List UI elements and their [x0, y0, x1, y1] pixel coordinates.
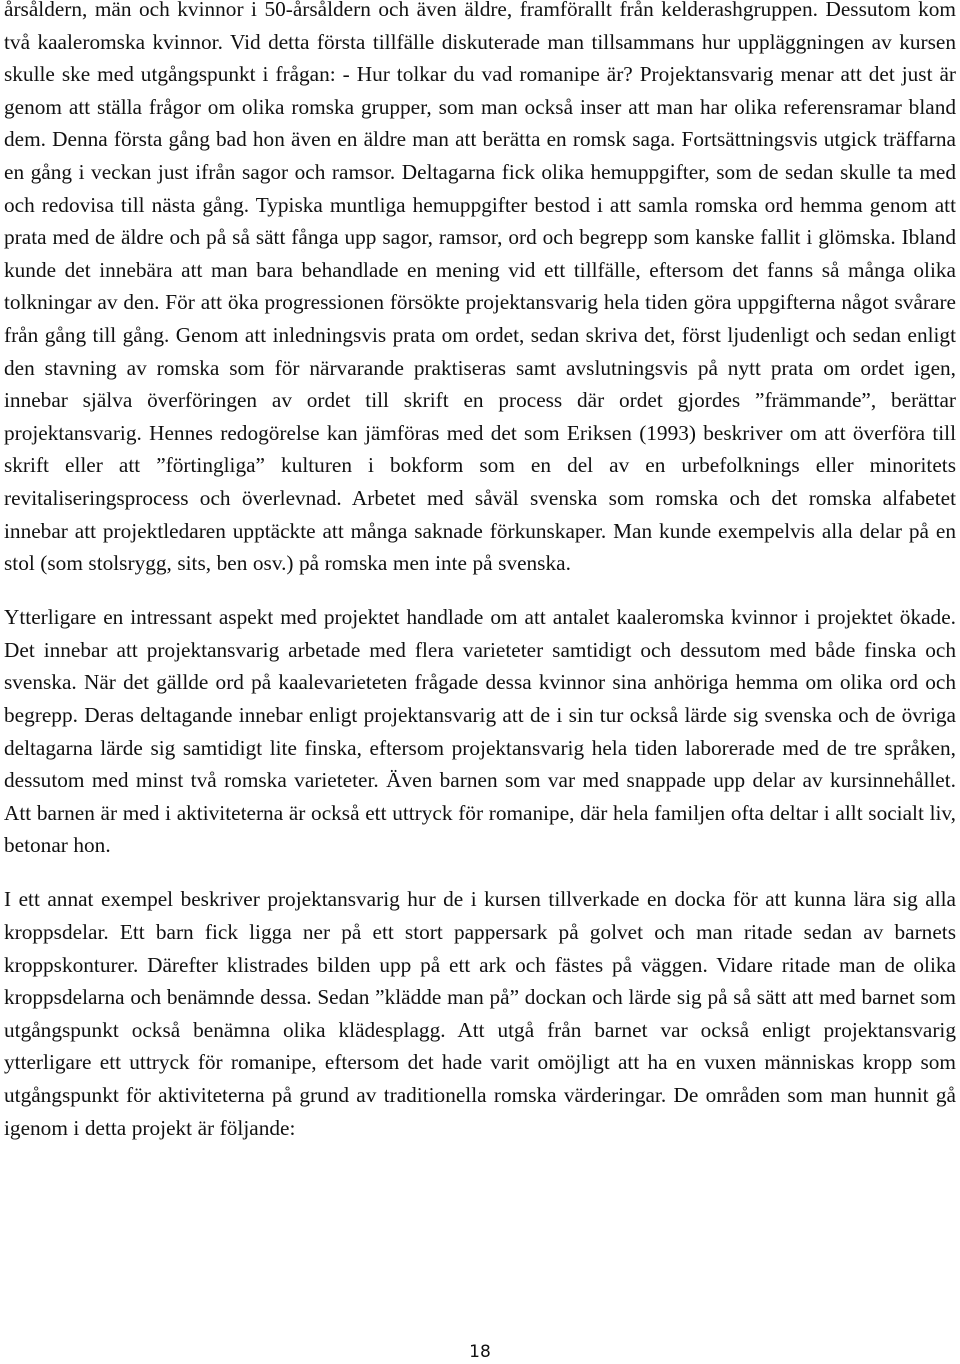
page-number: 18: [469, 1342, 491, 1362]
body-paragraph-1: årsåldern, män och kvinnor i 50-årsåldern och även äldre, framförallt från kelderashgruppen. Dessutom kom två kaaleromska kvinnor. Vid detta första tillfälle diskuterade man tillsammans hur uppläggningen av kursen skulle ske med utgångspunkt i frågan: - Hur tolkar du vad romanipe är? Projektansvarig menar att det just är genom att ställa frågor om olika romska grupper, som man också inser att man har olika referensramar bland dem. Denna första gång bad hon även en äldre man att berätta en romsk saga. Fortsättningsvis utgick träffarna en gång i veckan just ifrån sagor och ramsor. Deltagarna fick olika hemuppgifter, som de sedan skulle ta med och redovisa till nästa gång. Typiska muntliga hemuppgifter bestod i att samla romska ord hemma genom att prata med de äldre och på så sätt fånga upp sagor, ramsor, ord och begrepp som kanske fallit i glömska. Ibland kunde det innebära att man bara behandlade en mening vid ett tillfälle, eftersom det fanns så många olika tolkningar av den. För att öka progressionen försökte projektansvarig hela tiden göra uppgifterna något svårare från gång till gång. Genom att inledningsvis prata om ordet, sedan skriva det, först ljudenligt och sedan enligt den stavning av romska som för närvarande praktiseras samt avslutningsvis på nytt prata om ordet igen, innebar själva överföringen av ordet till skrift en process där ordet gjordes ”främmande”, berättar projektansvarig. Hennes redogörelse kan jämföras med det som Eriksen (1993) beskriver om att överföra till skrift eller att ”förtingliga” kulturen i bokform som en del av en urbefolknings eller minoritets revitaliseringsprocess och överlevnad. Arbetet med såväl svenska som romska och det romska alfabetet innebar att projektledaren upptäckte att många saknade förkunskaper. Man kunde exempelvis alla delar på en stol (som stolsrygg, sits, ben osv.) på romska men inte på svenska.: [4, 0, 956, 576]
body-paragraph-3: I ett annat exempel beskriver projektansvarig hur de i kursen tillverkade en docka för att kunna lära sig alla kroppsdelar. Ett barn fick ligga ner på ett stort pappersark på golvet och man ritade sedan av barnets kroppskonturer. Därefter klistrades bilden upp på ett ark och fästes på väggen. Vidare ritade man de olika kroppsdelarna och benämnde dessa. Sedan ”klädde man på” dockan och lärde sig på så sätt att med barnet som utgångspunkt också benämna olika klädesplagg. Att utgå från barnet var också enligt projektansvarig ytterligare ett uttryck för romanipe, eftersom det hade varit omöjligt att ha en vuxen människas kropp som utgångspunkt för aktiviteterna på grund av traditionella romska värderingar. De områden som man hunnit gå igenom i detta projekt är följande:: [4, 887, 956, 1140]
body-paragraph-2: Ytterligare en intressant aspekt med projektet handlade om att antalet kaaleromska kvinnor i projektet ökade. Det innebar att projektansvarig arbetade med flera varieteter samtidigt och dessutom med både finska och svenska. När det gällde ord på kaalevarieteten frågade dessa kvinnor sina anhöriga hemma om olika ord och begrepp. Deras deltagande innebar enligt projektansvarig att de i sin tur också lärde sig svenska och de övriga deltagarna lärde sig samtidigt lite finska, eftersom projektansvarig hela tiden laborerade med de tre språken, dessutom med minst två romska varieteter. Även barnen som var med snappade upp delar av kursinnehållet. Att barnen är med i aktiviteterna är också ett uttryck för romanipe, där hela familjen ofta deltar i allt socialt liv, betonar hon.: [4, 605, 956, 858]
document-page: [4, 0, 956, 1144]
